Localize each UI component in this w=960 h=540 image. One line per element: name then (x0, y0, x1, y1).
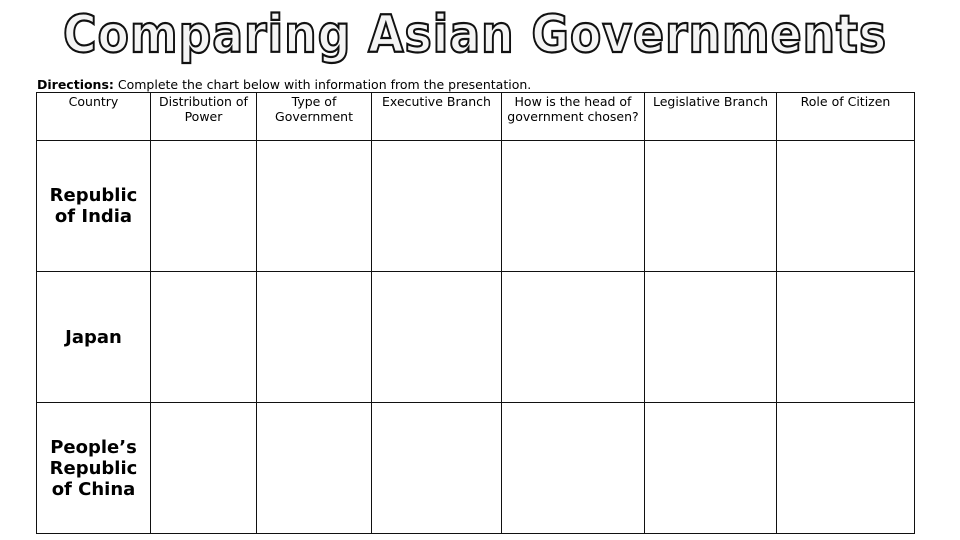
worksheet-title (0, 2, 950, 68)
country-name: Republic of India (49, 185, 138, 227)
country-cell (37, 403, 151, 534)
role-of-citizen-cell[interactable] (777, 403, 915, 534)
legislative-branch-cell[interactable] (645, 272, 777, 403)
title-graphic (0, 2, 950, 68)
role-of-citizen-cell[interactable] (777, 141, 915, 272)
distribution-of-power-cell[interactable] (151, 141, 257, 272)
executive-branch-cell[interactable] (372, 272, 502, 403)
header-role-of-citizen: Role of Citizen (777, 93, 915, 141)
type-of-government-cell[interactable] (257, 141, 372, 272)
table-row (37, 272, 915, 403)
header-row (37, 93, 915, 141)
executive-branch-cell[interactable] (372, 141, 502, 272)
comparison-chart (36, 92, 915, 534)
directions (37, 77, 531, 92)
header-head-of-government-chosen: How is the head of government chosen? (502, 93, 645, 141)
legislative-branch-cell[interactable] (645, 403, 777, 534)
distribution-of-power-cell[interactable] (151, 272, 257, 403)
table-row (37, 403, 915, 534)
header-executive-branch: Executive Branch (372, 93, 502, 141)
distribution-of-power-cell[interactable] (151, 403, 257, 534)
head-of-government-chosen-cell[interactable] (502, 141, 645, 272)
country-cell (37, 141, 151, 272)
country-cell (37, 272, 151, 403)
type-of-government-cell[interactable] (257, 403, 372, 534)
header-country: Country (37, 93, 151, 141)
country-name: People’s Republic of China (49, 436, 138, 500)
legislative-branch-cell[interactable] (645, 141, 777, 272)
head-of-government-chosen-cell[interactable] (502, 403, 645, 534)
role-of-citizen-cell[interactable] (777, 272, 915, 403)
type-of-government-cell[interactable] (257, 272, 372, 403)
header-type-of-government: Type of Government (257, 93, 372, 141)
table-row (37, 141, 915, 272)
head-of-government-chosen-cell[interactable] (502, 272, 645, 403)
executive-branch-cell[interactable] (372, 403, 502, 534)
title-text: Comparing Asian Governments (63, 5, 887, 65)
directions-text: Complete the chart below with information from the presentation. (113, 77, 532, 92)
country-name: Japan (65, 326, 122, 348)
header-distribution-of-power: Distribution of Power (151, 93, 257, 141)
directions-label: Directions: (37, 77, 114, 92)
header-legislative-branch: Legislative Branch (645, 93, 777, 141)
